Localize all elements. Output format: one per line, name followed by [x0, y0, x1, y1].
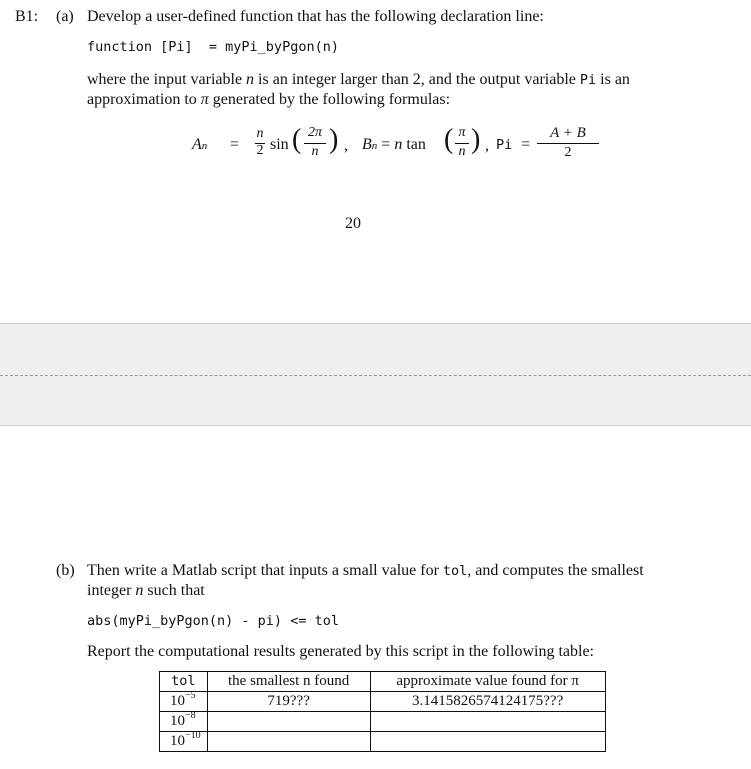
question-label: B1:: [15, 8, 39, 25]
header-approx-pi: approximate value found for π: [370, 672, 605, 692]
formula-comma: ,: [344, 137, 348, 154]
formula-comma: ,: [485, 137, 489, 154]
formula-tan: tan: [406, 136, 426, 153]
cell-n[interactable]: [207, 732, 370, 752]
header-smallest-n: the smallest n found: [207, 672, 370, 692]
cell-approx: 3.1415826574124175???: [370, 692, 605, 712]
description-line-1: [87, 70, 630, 90]
function-declaration: function [Pi] = myPi_byPgon(n): [87, 39, 339, 55]
frac-den: n: [311, 144, 319, 159]
description-line-2: [87, 90, 450, 110]
formula-eq: =: [521, 136, 531, 153]
part-b-label: (b): [56, 562, 75, 579]
page-break-band: [0, 376, 751, 426]
desc-text: where the input variable: [87, 71, 243, 88]
frac-avg-num: [535, 125, 601, 142]
part-a-label: (a): [56, 8, 74, 25]
part-a-intro: Develop a user-defined function that has the following declaration line:: [87, 8, 544, 25]
frac-2pi-den: [303, 144, 327, 160]
report-instruction: Report the computational results generated by this script in the following table:: [87, 643, 594, 660]
desc-text: generated by the following formulas:: [212, 91, 451, 108]
desc-text: integer: [87, 582, 132, 599]
table-row: [160, 692, 606, 712]
tol-exp: −8: [185, 710, 196, 721]
condition-code: abs(myPi_byPgon(n) - pi) <= tol: [87, 613, 339, 629]
frac-pi-den: [454, 144, 470, 160]
frac-half-den: 2: [256, 143, 264, 158]
tol-base: 10: [170, 693, 185, 709]
cell-tol: [160, 692, 208, 712]
cell-approx[interactable]: [370, 732, 605, 752]
frac-bar: [537, 143, 599, 144]
results-table: [159, 671, 606, 752]
formula-sin: sin: [270, 136, 289, 153]
formula-eq: =: [381, 136, 391, 153]
formula-eq: =: [230, 136, 240, 153]
tol-exp: −10: [185, 730, 201, 741]
var-pi: Pi: [579, 72, 597, 88]
score: 20: [345, 215, 361, 232]
cell-approx[interactable]: [370, 712, 605, 732]
cell-tol: [160, 732, 208, 752]
paren-right: ): [471, 124, 481, 155]
formula-subscript: n: [201, 140, 208, 152]
cell-n[interactable]: [207, 712, 370, 732]
tol-exp: −5: [185, 690, 196, 701]
table-row: [160, 712, 606, 732]
paren-left: (: [444, 124, 454, 155]
desc-text: is an integer larger than 2, and the output variable: [258, 71, 576, 88]
frac-half-num: [254, 126, 266, 142]
frac-num: A + B: [550, 125, 586, 141]
frac-2pi-num: [303, 125, 327, 141]
cell-n: 719???: [207, 692, 370, 712]
var-n: n: [135, 582, 144, 599]
formula-Pi: Pi: [496, 137, 513, 153]
part-b-line-2: [87, 581, 205, 601]
tol-base: 10: [170, 713, 185, 729]
header-tol: tol: [160, 672, 208, 692]
desc-text: is an: [600, 71, 630, 88]
part-b-line-1: [87, 561, 644, 581]
formula-n: n: [394, 136, 403, 153]
desc-text: approximation to: [87, 91, 197, 108]
cell-tol: [160, 712, 208, 732]
formula-A: [192, 136, 207, 154]
frac-pi-num: [454, 125, 470, 141]
paren-right: ): [329, 124, 339, 155]
table-row: [160, 732, 606, 752]
table-header-row: [160, 672, 606, 692]
paren-left: (: [292, 124, 302, 155]
formula-B: [362, 136, 426, 154]
frac-num: 2π: [307, 125, 322, 140]
desc-text: , and computes the smallest: [467, 562, 644, 579]
formula-subscript: n: [371, 140, 378, 152]
frac-num: n: [256, 126, 264, 141]
formula-A-symbol: A: [192, 136, 202, 153]
desc-text: such that: [147, 582, 205, 599]
var-tol: tol: [442, 563, 468, 579]
formula-B-symbol: B: [362, 136, 372, 153]
tol-base: 10: [170, 733, 185, 749]
page-break-band: [0, 323, 751, 376]
pi-symbol: π: [200, 91, 209, 108]
var-n: n: [246, 71, 255, 88]
desc-text: Then write a Matlab script that inputs a small value for: [87, 562, 439, 579]
frac-avg-den: 2: [564, 145, 572, 160]
frac-num: π: [458, 125, 466, 140]
frac-den: n: [458, 144, 466, 159]
